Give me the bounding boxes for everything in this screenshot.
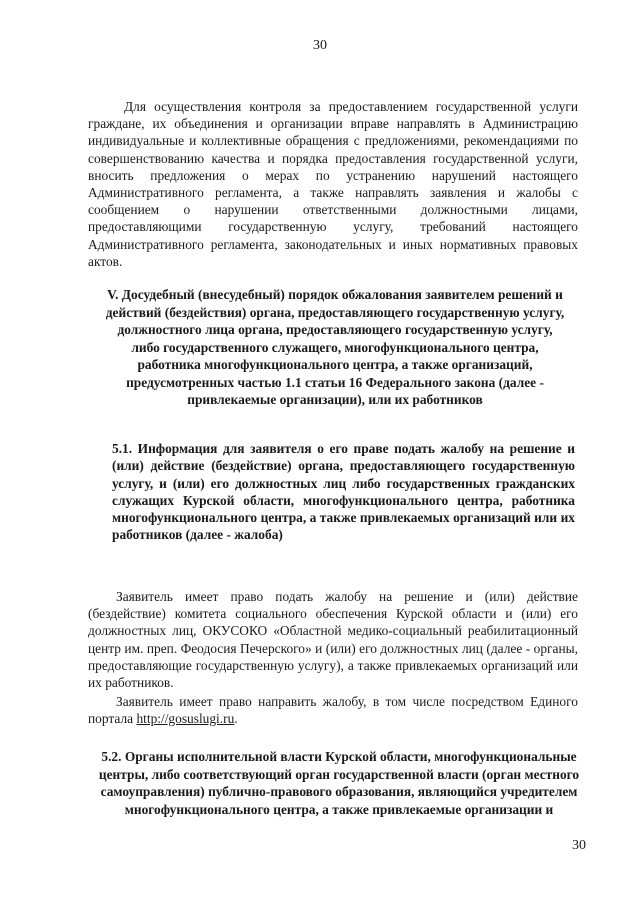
page-number-top: 30 [313, 38, 327, 53]
section-5-2-heading: 5.2. Органы исполнительной власти Курской области, многофункциональные центры, либо соответствующий орган государственной власти (орган местного самоуправления) публично-правового образования, являющийся учредителем многофункционального центра, а также привлекаемые организации и [98, 749, 580, 817]
gosuslugi-link[interactable]: http://gosuslugi.ru [136, 711, 235, 727]
paragraph-portal [88, 693, 578, 727]
paragraph-right-to-complain: Заявитель имеет право подать жалобу на решение и (или) действие (бездействие) комитета социального обеспечения Курской области и (или) его должностных лиц, ОКУСОКО «Областной медико-социальный реабилитационный центр им. преп. Феодосия Печерского» и (или) его должностных лиц (далее - органы, предоставляющие государственную услугу), а также привлекаемых организаций или их работников. [88, 589, 578, 691]
paragraph-control-intro: Для осуществления контроля за предоставлением государственной услуги граждане, их объединения и организации вправе направлять в Администрацию индивидуальные и коллективные обращения с предложениями, рекомендациями по совершенствованию качества и порядка предоставления государственной услуги, вносить предложения о мерах по устранению нарушений настоящего Административного регламента, а также направлять заявления и жалобы с сообщением о нарушении ответственными должностными лицами, предоставляющими государственную услугу, требований настоящего Административного регламента, законодательных и иных нормативных правовых актов. [88, 99, 578, 269]
page-number-bottom: 30 [572, 838, 586, 853]
section-v-heading: V. Досудебный (внесудебный) порядок обжалования заявителем решений и действий (бездействия) органа, предоставляющего государственную услугу, должностного лица органа, предоставляющего государственную услугу, либо государственного служащего, многофункционального центра, работника многофункционального центра, а также организаций, предусмотренных частью 1.1 статьи 16 Федерального закона (далее - привлекаемые организации), или их работников [105, 287, 565, 407]
section-5-1-heading: 5.1. Информация для заявителя о его праве подать жалобу на решение и (или) действие (бездействие) органа, предоставляющего государственную услугу, и (или) его должностных лиц либо государственных гражданских служащих Курской области, многофункционального центра, работника многофункционального центра, а также привлекаемых организаций или их работников (далее - жалоба) [112, 441, 575, 543]
portal-suffix: . [234, 711, 238, 727]
portal-text: Заявитель имеет право направить жалобу, в том числе посредством Единого портала [88, 694, 578, 727]
